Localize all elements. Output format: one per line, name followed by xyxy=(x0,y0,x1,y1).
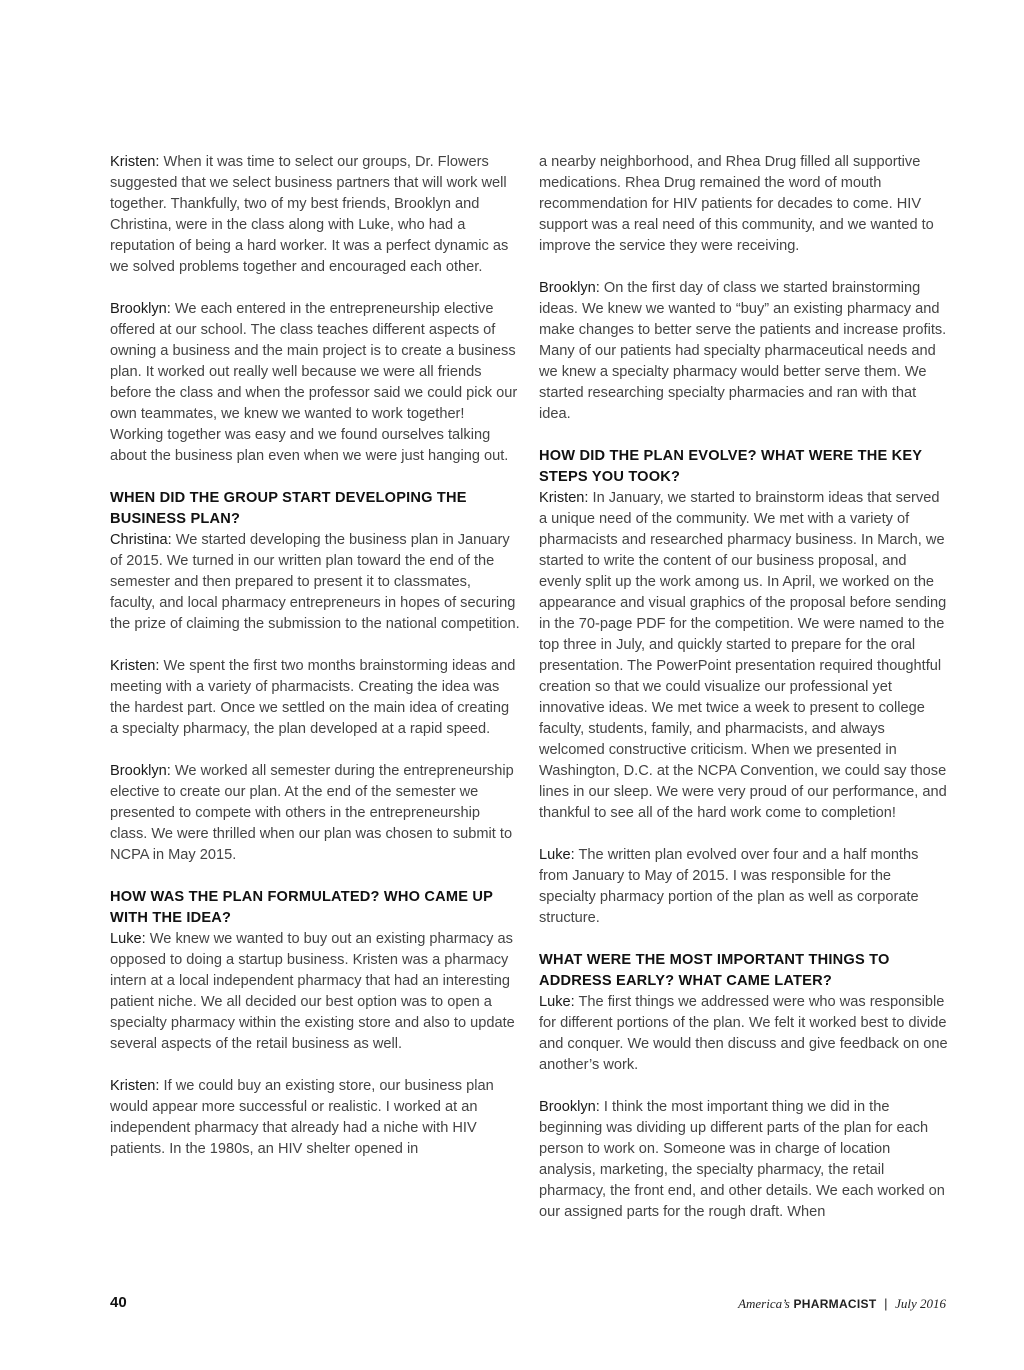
paragraph xyxy=(539,152,949,257)
speaker-name: Christina: xyxy=(110,532,172,548)
paragraph-text: On the first day of class we started brainstorming ideas. We knew we wanted to “buy” an existing pharmacy and make changes to better serve the patients and increase profits. Many of our patients had specialty pharmaceutical needs and we knew a specialty pharmacy would better serve them. We started researching specialty pharmacies and ran with that idea. xyxy=(539,280,947,422)
paragraph-text: The written plan evolved over four and a half months from January to May of 2015. I was responsible for the specialty pharmacy portion of the plan as well as corporate structure. xyxy=(539,847,919,926)
paragraph xyxy=(110,530,520,635)
paragraph xyxy=(539,845,949,929)
paragraph-text: We started developing the business plan in January of 2015. We turned in our written plan toward the end of the semester and then prepared to present it to classmates, faculty, and local pharmacy entrepreneurs in hopes of securing the prize of claiming the submission to the national competition. xyxy=(110,532,520,632)
speaker-name: Luke: xyxy=(539,994,575,1010)
paragraph xyxy=(539,488,949,824)
paragraph-text: a nearby neighborhood, and Rhea Drug filled all supportive medications. Rhea Drug remained the word of mouth recommendation for HIV patients for decades to come. HIV support was a real need of this community, and we wanted to improve the service they were receiving. xyxy=(539,154,934,254)
speaker-name: Kristen: xyxy=(110,154,160,170)
paragraph xyxy=(110,152,520,278)
paragraph-text: The first things we addressed were who was responsible for different portions of the plan. We felt it worked best to divide and conquer. We would then discuss and give feedback on one another’s work. xyxy=(539,994,948,1073)
speaker-name: Brooklyn: xyxy=(539,280,600,296)
paragraph xyxy=(110,929,520,1055)
section-heading: WHAT WERE THE MOST IMPORTANT THINGS TO ADDRESS EARLY? WHAT CAME LATER? xyxy=(539,952,890,989)
paragraph-text: We each entered in the entrepreneurship elective offered at our school. The class teaches different aspects of owning a business and the main project is to create a business plan. It worked out really well because we were all friends before the class and when the professor said we could pick our own teammates, we knew we wanted to work together! Working together was easy and we found ourselves talking about the business plan even when we were just hanging out. xyxy=(110,301,518,464)
speaker-name: Kristen: xyxy=(539,490,589,506)
section-heading: HOW WAS THE PLAN FORMULATED? WHO CAME UP WITH THE IDEA? xyxy=(110,889,493,926)
paragraph xyxy=(110,761,520,866)
footer-separator: | xyxy=(884,1296,888,1311)
paragraph-text: We knew we wanted to buy out an existing pharmacy as opposed to doing a startup business. Kristen was a pharmacy intern at a local independent pharmacy that had an interesting patient niche. We all decided our best option was to open a specialty pharmacy within the existing store and also to update several aspects of the retail business as well. xyxy=(110,931,515,1052)
paragraph xyxy=(539,278,949,425)
speaker-name: Brooklyn: xyxy=(539,1099,600,1115)
section-heading: WHEN DID THE GROUP START DEVELOPING THE BUSINESS PLAN? xyxy=(110,490,467,527)
section-heading: HOW DID THE PLAN EVOLVE? WHAT WERE THE KEY STEPS YOU TOOK? xyxy=(539,448,922,485)
paragraph-text: If we could buy an existing store, our business plan would appear more successful or realistic. I worked at an independent pharmacy that already had a niche with HIV patients. In the 1980s, an HIV shelter opened in xyxy=(110,1078,494,1157)
issue-date: July 2016 xyxy=(895,1296,946,1311)
brand-prefix: America’s xyxy=(738,1296,790,1311)
speaker-name: Brooklyn: xyxy=(110,763,171,779)
speaker-name: Luke: xyxy=(110,931,146,947)
paragraph-text: I think the most important thing we did in the beginning was dividing up different parts of the plan for each person to work on. Someone was in charge of location analysis, marketing, the specialty pharmacy, the retail pharmacy, the front end, and other details. We each worked on our assigned parts for the rough draft. When xyxy=(539,1099,945,1220)
speaker-name: Kristen: xyxy=(110,658,160,674)
right-column xyxy=(539,152,949,1244)
publication-info xyxy=(738,1296,946,1312)
speaker-name: Brooklyn: xyxy=(110,301,171,317)
paragraph xyxy=(110,299,520,467)
paragraph-text: We spent the first two months brainstorming ideas and meeting with a variety of pharmacists. Creating the idea was the hardest part. Once we settled on the main idea of creating a specialty pharmacy, the plan developed at a rapid speed. xyxy=(110,658,516,737)
speaker-name: Kristen: xyxy=(110,1078,160,1094)
paragraph-text: We worked all semester during the entrepreneurship elective to create our plan. At the end of the semester we presented to compete with others in the entrepreneurship class. We were thrilled when our plan was chosen to submit to NCPA in May 2015. xyxy=(110,763,514,863)
left-column xyxy=(110,152,520,1181)
page-footer xyxy=(110,1294,946,1318)
paragraph xyxy=(110,656,520,740)
paragraph xyxy=(110,1076,520,1160)
page-number: 40 xyxy=(110,1294,127,1311)
paragraph xyxy=(539,1097,949,1223)
paragraph-text: When it was time to select our groups, Dr. Flowers suggested that we select business partners that will work well together. Thankfully, two of my best friends, Brooklyn and Christina, were in the class along with Luke, who had a reputation of being a hard worker. It was a perfect dynamic as we solved problems together and encouraged each other. xyxy=(110,154,509,275)
paragraph xyxy=(539,992,949,1076)
paragraph-text: In January, we started to brainstorm ideas that served a unique need of the community. We met with a variety of pharmacists and researched pharmacy business. In March, we started to write the content of our business proposal, and evenly split up the work among us. In April, we worked on the appearance and visual graphics of the proposal before sending in the 70-page PDF for the competition. We were named to the top three in July, and quickly started to prepare for the oral presentation. The PowerPoint presentation required thoughtful creation so that we could visualize our professional yet innovative ideas. We met twice a week to present to college faculty, students, family, and pharmacists, and always welcomed constructive criticism. When we presented in Washington, D.C. at the NCPA Convention, we could say those lines in our sleep. We were very proud of our performance, and thankful to see all of the hard work come to completion! xyxy=(539,490,947,821)
speaker-name: Luke: xyxy=(539,847,575,863)
brand-name: PHARMACIST xyxy=(793,1297,877,1311)
